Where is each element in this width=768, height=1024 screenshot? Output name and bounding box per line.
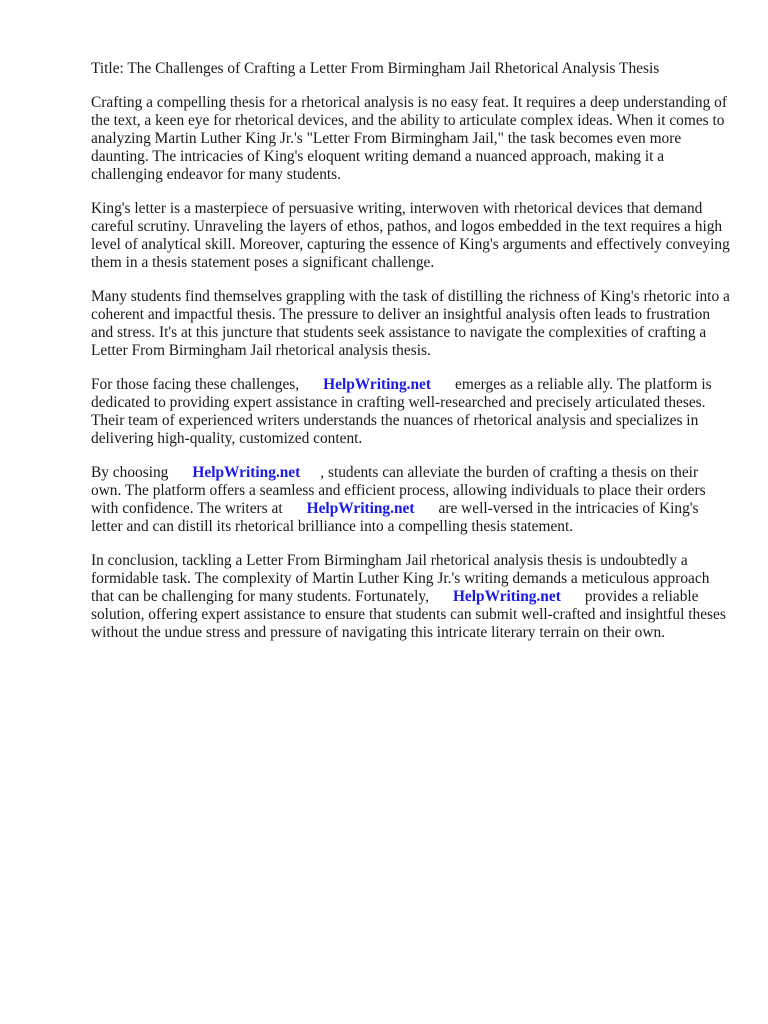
- paragraph-text: provides a reliable solution, offering expert assistance to ensure that students can submit well-crafted and insightful theses without the undue stress and pressure of navigating this intricate literary terrain on their own.: [91, 588, 726, 641]
- helpwriting-link[interactable]: HelpWriting.net: [452, 588, 561, 605]
- paragraph-platform-ally: [91, 376, 731, 448]
- paragraph-intro: Crafting a compelling thesis for a rhetorical analysis is no easy feat. It requires a deep understanding of the text, a keen eye for rhetorical devices, and the ability to articulate complex ideas. When it comes to analyzing Martin Luther King Jr.'s "Letter From Birmingham Jail," the task becomes even more daunting. The intricacies of King's eloquent writing demand a nuanced approach, making it a challenging endeavor for many students.: [91, 94, 727, 183]
- paragraph-student-struggles: Many students find themselves grappling with the task of distilling the richness of King's rhetoric into a coherent and impactful thesis. The pressure to deliver an insightful analysis often leads to frustration and stress. It's at this juncture that students seek assistance to navigate the complexities of crafting a Letter From Birmingham Jail rhetorical analysis thesis.: [91, 288, 730, 359]
- helpwriting-link[interactable]: HelpWriting.net: [192, 464, 301, 481]
- paragraph-text: In conclusion, tackling a Letter From Birmingham Jail rhetorical analysis thesis is undoubtedly a formidable task. The complexity of Martin Luther King Jr.'s writing demands a meticulous approach that can be challenging for many students. Fortunately,: [91, 552, 710, 605]
- document-title: Title: The Challenges of Crafting a Letter From Birmingham Jail Rhetorical Analysis Thesis: [91, 60, 660, 77]
- paragraph-choosing-platform: [91, 464, 731, 536]
- helpwriting-link[interactable]: HelpWriting.net: [306, 500, 415, 517]
- document-page: [91, 60, 731, 658]
- paragraph-text: are well-versed in the intricacies of King's letter and can distill its rhetorical brilliance into a compelling thesis statement.: [91, 500, 699, 535]
- paragraph-text: For those facing these challenges,: [91, 376, 300, 393]
- paragraph-kings-letter: King's letter is a masterpiece of persuasive writing, interwoven with rhetorical devices that demand careful scrutiny. Unraveling the layers of ethos, pathos, and logos embedded in the text requires a high level of analytical skill. Moreover, capturing the essence of King's arguments and effectively conveying them in a thesis statement poses a significant challenge.: [91, 200, 730, 271]
- paragraph-conclusion: [91, 552, 731, 642]
- helpwriting-link[interactable]: HelpWriting.net: [323, 376, 432, 393]
- paragraph-text: , students can alleviate the burden of crafting a thesis on their own. The platform offers a seamless and efficient process, allowing individuals to place their orders with confidence. The writers at: [91, 464, 706, 517]
- paragraph-text: emerges as a reliable ally. The platform is dedicated to providing expert assistance in crafting well-researched and precisely articulated theses. Their team of experienced writers understands the nuances of rhetorical analysis and specializes in delivering high-quality, customized content.: [91, 376, 712, 447]
- paragraph-text: By choosing: [91, 464, 169, 481]
